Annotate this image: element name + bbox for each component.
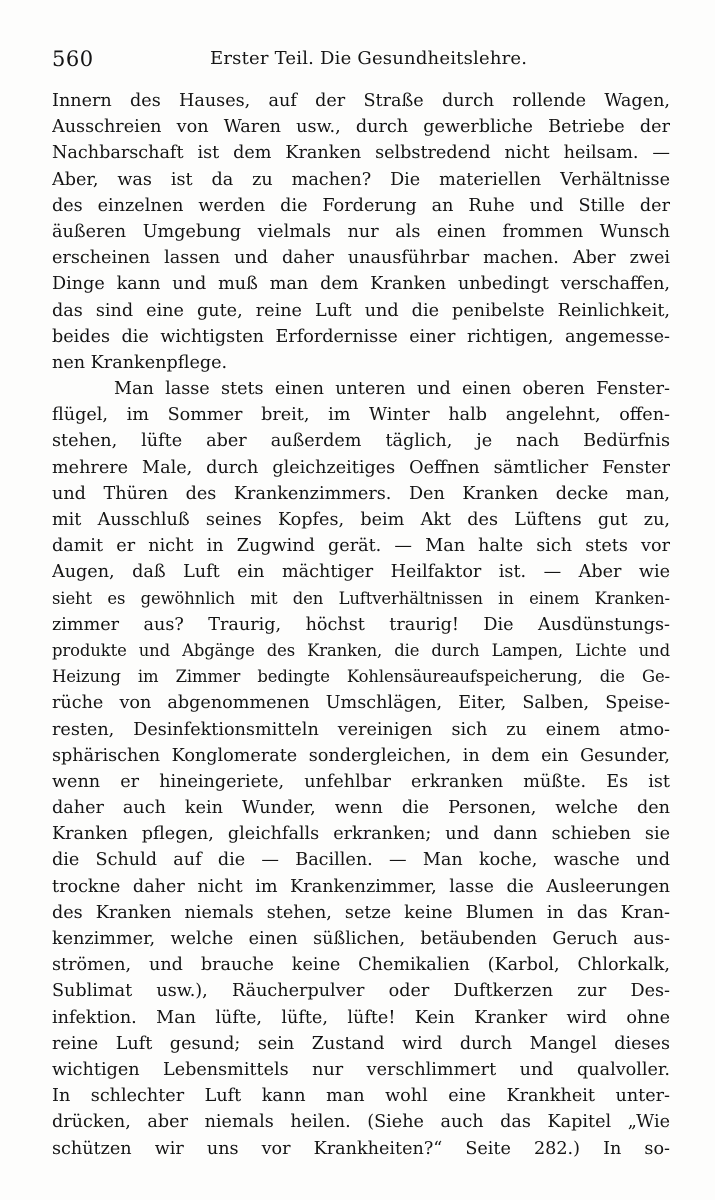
text-line: Augen, daß Luft ein mächtiger Heilfaktor ist. — Aber wie [52, 562, 670, 583]
text-line: Innern des Hauses, auf der Straße durch rollende Wagen, [52, 91, 670, 111]
text-line: sieht es gewöhnlich mit den Luftverhältnissen in einem Kranken- [52, 588, 670, 608]
text-line: mit Ausschluß seines Kopfes, beim Akt des Lüftens gut zu, [52, 510, 670, 530]
page-number: 560 [52, 47, 94, 71]
text-line: erscheinen lassen und daher unausführbar machen. Aber zwei [52, 248, 670, 269]
text-line: Ausschreien von Waren usw., durch gewerbliche Betriebe der [52, 117, 670, 138]
page-header [52, 44, 672, 76]
text-line: sphärischen Konglomerate sondergleichen, in dem ein Gesunder, [52, 745, 670, 766]
text-line: Kranken pflegen, gleichfalls erkranken; und dann schieben sie [52, 824, 670, 845]
text-line: damit er nicht in Zugwind gerät. — Man halte sich stets vor [52, 536, 670, 557]
text-line: daher auch kein Wunder, wenn die Personen, welche den [52, 798, 670, 819]
text-line: und Thüren des Krankenzimmers. Den Kranken decke man, [52, 483, 670, 504]
text-line: drücken, aber niemals heilen. (Siehe auch das Kapitel „Wie [52, 1112, 670, 1133]
text-line: schützen wir uns vor Krankheiten?“ Seite 282.) In so- [52, 1138, 670, 1159]
text-line: die Schuld auf die — Bacillen. — Man koche, wasche und [52, 850, 670, 871]
text-line: In schlechter Luft kann man wohl eine Krankheit unter- [52, 1086, 670, 1107]
running-head: Erster Teil. Die Gesundheitslehre. [210, 48, 528, 69]
text-line: Heizung im Zimmer bedingte Kohlensäureaufspeicherung, die Ge- [52, 667, 670, 687]
text-line: Nachbarschaft ist dem Kranken selbstredend nicht heilsam. — [52, 143, 670, 164]
text-line: mehrere Male, durch gleichzeitiges Oeffnen sämtlicher Fenster [52, 457, 670, 478]
text-line: äußeren Umgebung vielmals nur als einen frommen Wunsch [52, 221, 670, 242]
text-line: Dinge kann und muß man dem Kranken unbedingt verschaffen, [52, 274, 670, 295]
text-line: flügel, im Sommer breit, im Winter halb angelehnt, offen- [52, 405, 670, 426]
text-line: des einzelnen werden die Forderung an Ruhe und Stille der [52, 195, 670, 216]
text-line: des Kranken niemals stehen, setze keine Blumen in das Kran- [52, 902, 670, 923]
text-line: produkte und Abgänge des Kranken, die durch Lampen, Lichte und [52, 640, 670, 660]
text-line: reine Luft gesund; sein Zustand wird durch Mangel dieses [52, 1033, 670, 1054]
text-line: wichtigen Lebensmittels nur verschlimmert und qualvoller. [52, 1059, 670, 1080]
text-line: kenzimmer, welche einen süßlichen, betäubenden Geruch aus- [52, 929, 670, 949]
text-line: wenn er hineingeriete, unfehlbar erkranken müßte. Es ist [52, 771, 670, 792]
text-line: infektion. Man lüfte, lüfte, lüfte! Kein Kranker wird ohne [52, 1007, 670, 1028]
text-line: das sind eine gute, reine Luft und die penibelste Reinlichkeit, [52, 300, 670, 321]
text-line: Aber, was ist da zu machen? Die materiellen Verhältnisse [52, 169, 670, 190]
text-line: Sublimat usw.), Räucherpulver oder Duftkerzen zur Des- [52, 981, 670, 1002]
text-line: stehen, lüfte aber außerdem täglich, je nach Bedürfnis [52, 431, 670, 452]
body-text [52, 88, 670, 1162]
text-line: rüche von abgenommenen Umschlägen, Eiter, Salben, Speise- [52, 693, 670, 714]
text-line: resten, Desinfektionsmitteln vereinigen sich zu einem atmo- [52, 719, 670, 740]
text-line: trockne daher nicht im Krankenzimmer, lasse die Ausleerungen [52, 876, 670, 897]
paragraph-start-line: Man lasse stets einen unteren und einen oberen Fenster- [114, 379, 670, 400]
paragraph-end-line: nen Krankenpflege. [52, 352, 228, 373]
text-line: strömen, und brauche keine Chemikalien (Karbol, Chlorkalk, [52, 955, 670, 976]
text-line: zimmer aus? Traurig, höchst traurig! Die Ausdünstungs- [52, 614, 670, 635]
text-line: beides die wichtigsten Erfordernisse einer richtigen, angemesse- [52, 326, 670, 347]
